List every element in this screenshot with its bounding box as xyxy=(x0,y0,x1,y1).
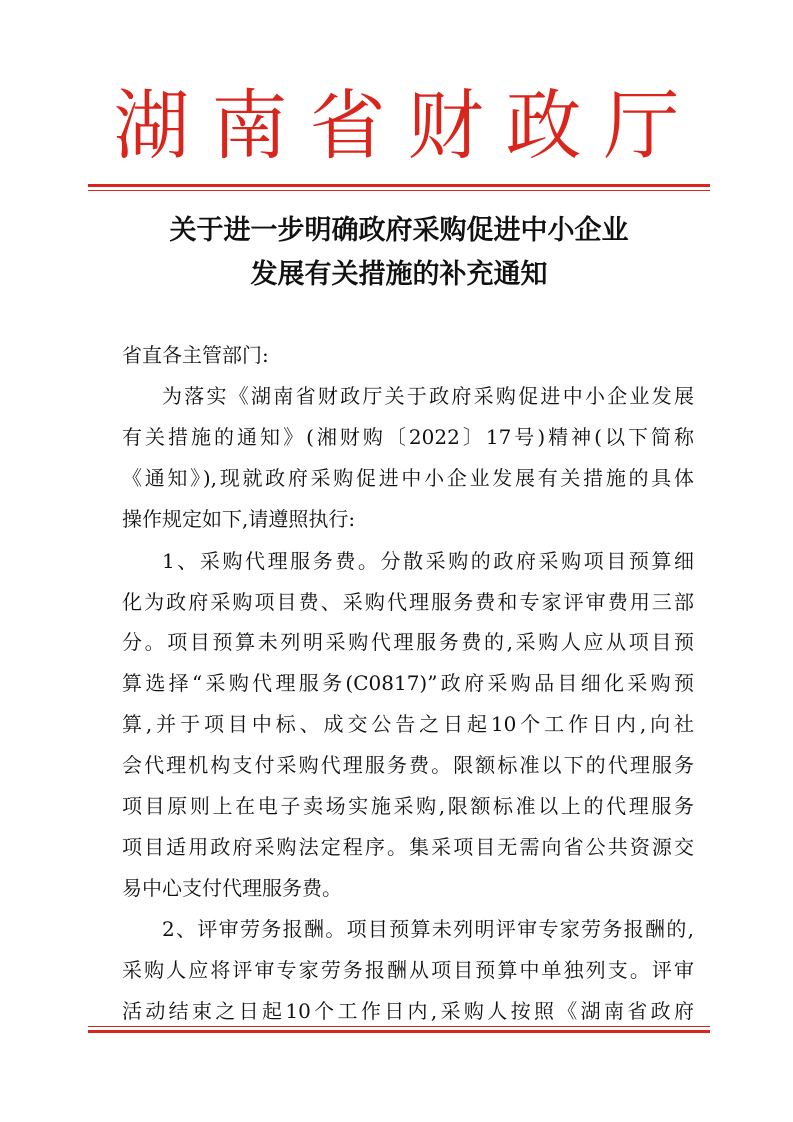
paragraph-2-line-7: 项目原则上在电子卖场实施采购,限额标准以上的代理服务 xyxy=(122,794,694,818)
header-red-rule-thick xyxy=(88,184,710,187)
paragraph-1-line-1: 为落实《湖南省财政厅关于政府采购促进中小企业发展 xyxy=(162,384,694,408)
organization-header: 湖南省财政厅 xyxy=(113,81,702,170)
paragraph-1-line-2: 有关措施的通知》(湘财购〔2022〕17号)精神(以下简称 xyxy=(122,425,694,449)
footer-red-rule-thin xyxy=(88,1026,710,1027)
paragraph-2-line-3: 分。项目预算未列明采购代理服务费的,采购人应从项目预 xyxy=(122,630,694,654)
paragraph-2-line-9: 易中心支付代理服务费。 xyxy=(122,876,342,900)
document-title-line-2: 发展有关措施的补充通知 xyxy=(250,259,548,290)
salutation: 省直各主管部门: xyxy=(122,343,269,367)
paragraph-2-line-1: 1、采购代理服务费。分散采购的政府采购项目预算细 xyxy=(162,549,694,573)
paragraph-2-line-4: 算选择“采购代理服务(C0817)”政府采购品目细化采购预 xyxy=(122,671,694,695)
paragraph-2-line-8: 项目适用政府采购法定程序。集采项目无需向省公共资源交 xyxy=(122,835,694,859)
paragraph-3-line-3: 活动结束之日起10个工作日内,采购人按照《湖南省政府 xyxy=(122,999,694,1023)
paragraph-2-line-2: 化为政府采购项目费、采购代理服务费和专家评审费用三部 xyxy=(122,590,694,614)
document-title-line-1: 关于进一步明确政府采购促进中小企业 xyxy=(169,215,629,246)
paragraph-2-line-6: 会代理机构支付采购代理服务费。限额标准以下的代理服务 xyxy=(122,753,694,777)
paragraph-1-line-4: 操作规定如下,请遵照执行: xyxy=(122,507,356,531)
paragraph-3-line-1: 2、评审劳务报酬。项目预算未列明评审专家劳务报酬的, xyxy=(162,917,694,941)
header-red-rule-thin xyxy=(88,190,710,191)
footer-red-rule-thick xyxy=(88,1030,710,1033)
paragraph-3-line-2: 采购人应将评审专家劳务报酬从项目预算中单独列支。评审 xyxy=(122,958,694,982)
paragraph-2-line-5: 算,并于项目中标、成交公告之日起10个工作日内,向社 xyxy=(122,712,694,736)
paragraph-1-line-3: 《通知》),现就政府采购促进中小企业发展有关措施的具体 xyxy=(122,466,694,490)
